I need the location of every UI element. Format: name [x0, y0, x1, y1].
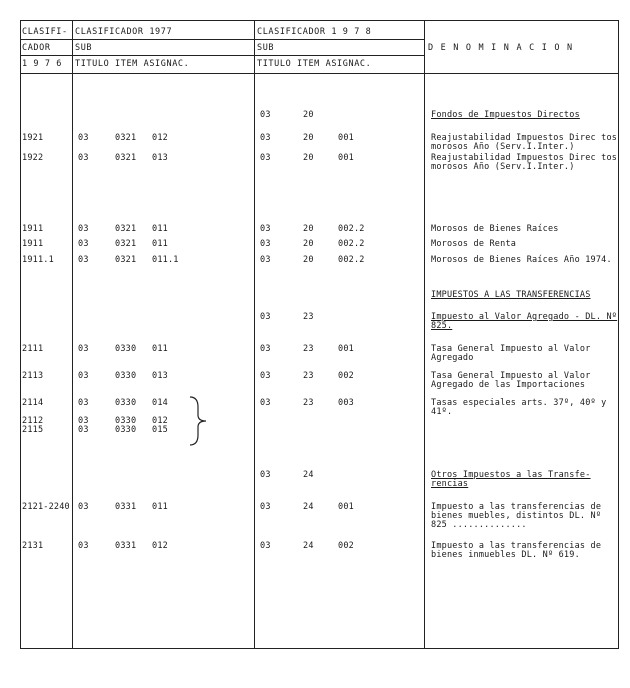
row-cell-t77: 03: [78, 133, 89, 143]
header-col3-sub: SUB: [257, 43, 275, 53]
row-denominacion: Morosos de Bienes Raíces Año 1974.: [431, 255, 612, 265]
row-cell-a77: 011: [152, 502, 168, 512]
header-col2-cols: TITULO ITEM ASIGNAC.: [75, 59, 190, 69]
row-cell-t77: 03: [78, 239, 89, 249]
row-cell-t77: 03: [78, 541, 89, 551]
row-cell-i77: 0321: [115, 153, 137, 163]
row-cell-c76: 2115: [22, 425, 44, 435]
header-col2-sub: SUB: [75, 43, 93, 53]
row-cell-t77: 03: [78, 425, 89, 435]
row-cell-t77: 03: [78, 255, 89, 265]
row-cell-i77: 0331: [115, 502, 137, 512]
row-cell-t78: 03: [260, 470, 271, 480]
row-cell-i78: 20: [303, 224, 314, 234]
row-cell-t78: 03: [260, 502, 271, 512]
row-denominacion: IMPUESTOS A LAS TRANSFERENCIAS: [431, 290, 591, 300]
column-divider: [424, 20, 425, 649]
row-denominacion: Tasas especiales arts. 37º, 40º y 41º.: [431, 398, 607, 417]
row-cell-i78: 23: [303, 371, 314, 381]
row-denominacion: Fondos de Impuestos Directos: [431, 110, 580, 120]
row-cell-t78: 03: [260, 153, 271, 163]
row-cell-i78: 23: [303, 398, 314, 408]
row-denominacion: Impuesto a las transferencias de bienes muebles, distintos DL. Nº 825 ..............: [431, 502, 602, 530]
row-cell-a77: 015: [152, 425, 168, 435]
column-divider: [72, 20, 73, 649]
header-col1-line1: CLASIFI-: [22, 27, 68, 37]
row-denominacion: Impuesto a las transferencias de bienes inmuebles DL. Nº 619.: [431, 541, 602, 560]
row-cell-a78: 001: [338, 153, 354, 163]
row-cell-a78: 002: [338, 371, 354, 381]
row-cell-t78: 03: [260, 312, 271, 322]
row-cell-a77: 011: [152, 344, 168, 354]
row-denominacion: Morosos de Bienes Raíces: [431, 224, 559, 234]
row-cell-t78: 03: [260, 541, 271, 551]
row-cell-c76: 2112: [22, 416, 44, 426]
row-cell-i77: 0321: [115, 224, 137, 234]
row-cell-c76: 2131: [22, 541, 44, 551]
row-cell-i78: 24: [303, 541, 314, 551]
row-cell-t77: 03: [78, 371, 89, 381]
row-cell-i78: 20: [303, 153, 314, 163]
column-divider: [254, 20, 255, 649]
row-denominacion: Tasa General Impuesto al Valor Agregado: [431, 344, 591, 363]
row-denominacion: Morosos de Renta: [431, 239, 517, 249]
header-col3-title: CLASIFICADOR 1 9 7 8: [257, 27, 372, 37]
row-cell-a78: 001: [338, 344, 354, 354]
row-cell-i77: 0330: [115, 398, 137, 408]
row-cell-c76: 2121-2240: [22, 502, 70, 512]
row-cell-t78: 03: [260, 371, 271, 381]
row-cell-c76: 1911: [22, 224, 44, 234]
row-cell-a78: 002.2: [338, 239, 365, 249]
row-cell-i78: 20: [303, 255, 314, 265]
row-cell-a77: 013: [152, 371, 168, 381]
row-cell-t77: 03: [78, 153, 89, 163]
row-denominacion: Reajustabilidad Impuestos Direc tos morosos Año (Serv.I.Inter.): [431, 133, 618, 152]
row-cell-a78: 002: [338, 541, 354, 551]
row-cell-t77: 03: [78, 502, 89, 512]
row-cell-t78: 03: [260, 224, 271, 234]
row-cell-t77: 03: [78, 416, 89, 426]
row-cell-i77: 0330: [115, 344, 137, 354]
row-cell-i78: 24: [303, 502, 314, 512]
row-cell-c76: 2114: [22, 398, 44, 408]
row-cell-i77: 0330: [115, 371, 137, 381]
row-cell-a78: 002.2: [338, 255, 365, 265]
header-bottom-rule: [20, 73, 619, 74]
row-cell-i77: 0330: [115, 425, 137, 435]
row-cell-a78: 002.2: [338, 224, 365, 234]
header-rule: [20, 55, 425, 56]
row-cell-a77: 013: [152, 153, 168, 163]
row-cell-a78: 003: [338, 398, 354, 408]
row-cell-c76: 1921: [22, 133, 44, 143]
row-cell-i78: 24: [303, 470, 314, 480]
row-cell-i78: 23: [303, 312, 314, 322]
row-cell-a77: 012: [152, 416, 168, 426]
row-cell-c76: 1922: [22, 153, 44, 163]
row-cell-i77: 0321: [115, 255, 137, 265]
row-cell-i78: 20: [303, 133, 314, 143]
row-cell-i77: 0321: [115, 239, 137, 249]
row-cell-t78: 03: [260, 133, 271, 143]
row-cell-a77: 014: [152, 398, 168, 408]
row-cell-t77: 03: [78, 344, 89, 354]
row-cell-t78: 03: [260, 344, 271, 354]
row-cell-a78: 001: [338, 502, 354, 512]
row-cell-a77: 012: [152, 133, 168, 143]
row-cell-t77: 03: [78, 398, 89, 408]
row-cell-t78: 03: [260, 239, 271, 249]
row-cell-a77: 011: [152, 224, 168, 234]
row-denominacion: Tasa General Impuesto al Valor Agregado de las Importaciones: [431, 371, 591, 390]
header-denominacion: D E N O M I N A C I O N: [428, 43, 574, 53]
row-cell-i78: 20: [303, 239, 314, 249]
brace-icon: [188, 395, 214, 447]
row-cell-i77: 0331: [115, 541, 137, 551]
row-denominacion: Otros Impuestos a las Transfe- rencias: [431, 470, 591, 489]
row-cell-c76: 2111: [22, 344, 44, 354]
row-cell-t78: 03: [260, 255, 271, 265]
row-cell-i78: 23: [303, 344, 314, 354]
header-col2-title: CLASIFICADOR 1977: [75, 27, 173, 37]
header-col1-line2: CADOR: [22, 43, 51, 53]
row-cell-a77: 011: [152, 239, 168, 249]
row-cell-c76: 2113: [22, 371, 44, 381]
row-cell-c76: 1911: [22, 239, 44, 249]
row-cell-t78: 03: [260, 398, 271, 408]
header-rule: [20, 39, 425, 40]
row-cell-c76: 1911.1: [22, 255, 54, 265]
row-cell-i78: 20: [303, 110, 314, 120]
row-denominacion: Reajustabilidad Impuestos Direc tos morosos Año (Serv.I.Inter.): [431, 153, 618, 172]
row-cell-t78: 03: [260, 110, 271, 120]
header-col3-cols: TITULO ITEM ASIGNAC.: [257, 59, 372, 69]
row-cell-a77: 011.1: [152, 255, 179, 265]
row-cell-i77: 0321: [115, 133, 137, 143]
header-col1-line3: 1 9 7 6: [22, 59, 63, 69]
row-cell-a77: 012: [152, 541, 168, 551]
row-denominacion: Impuesto al Valor Agregado - DL. Nº 825.: [431, 312, 618, 331]
row-cell-t77: 03: [78, 224, 89, 234]
row-cell-i77: 0330: [115, 416, 137, 426]
row-cell-a78: 001: [338, 133, 354, 143]
